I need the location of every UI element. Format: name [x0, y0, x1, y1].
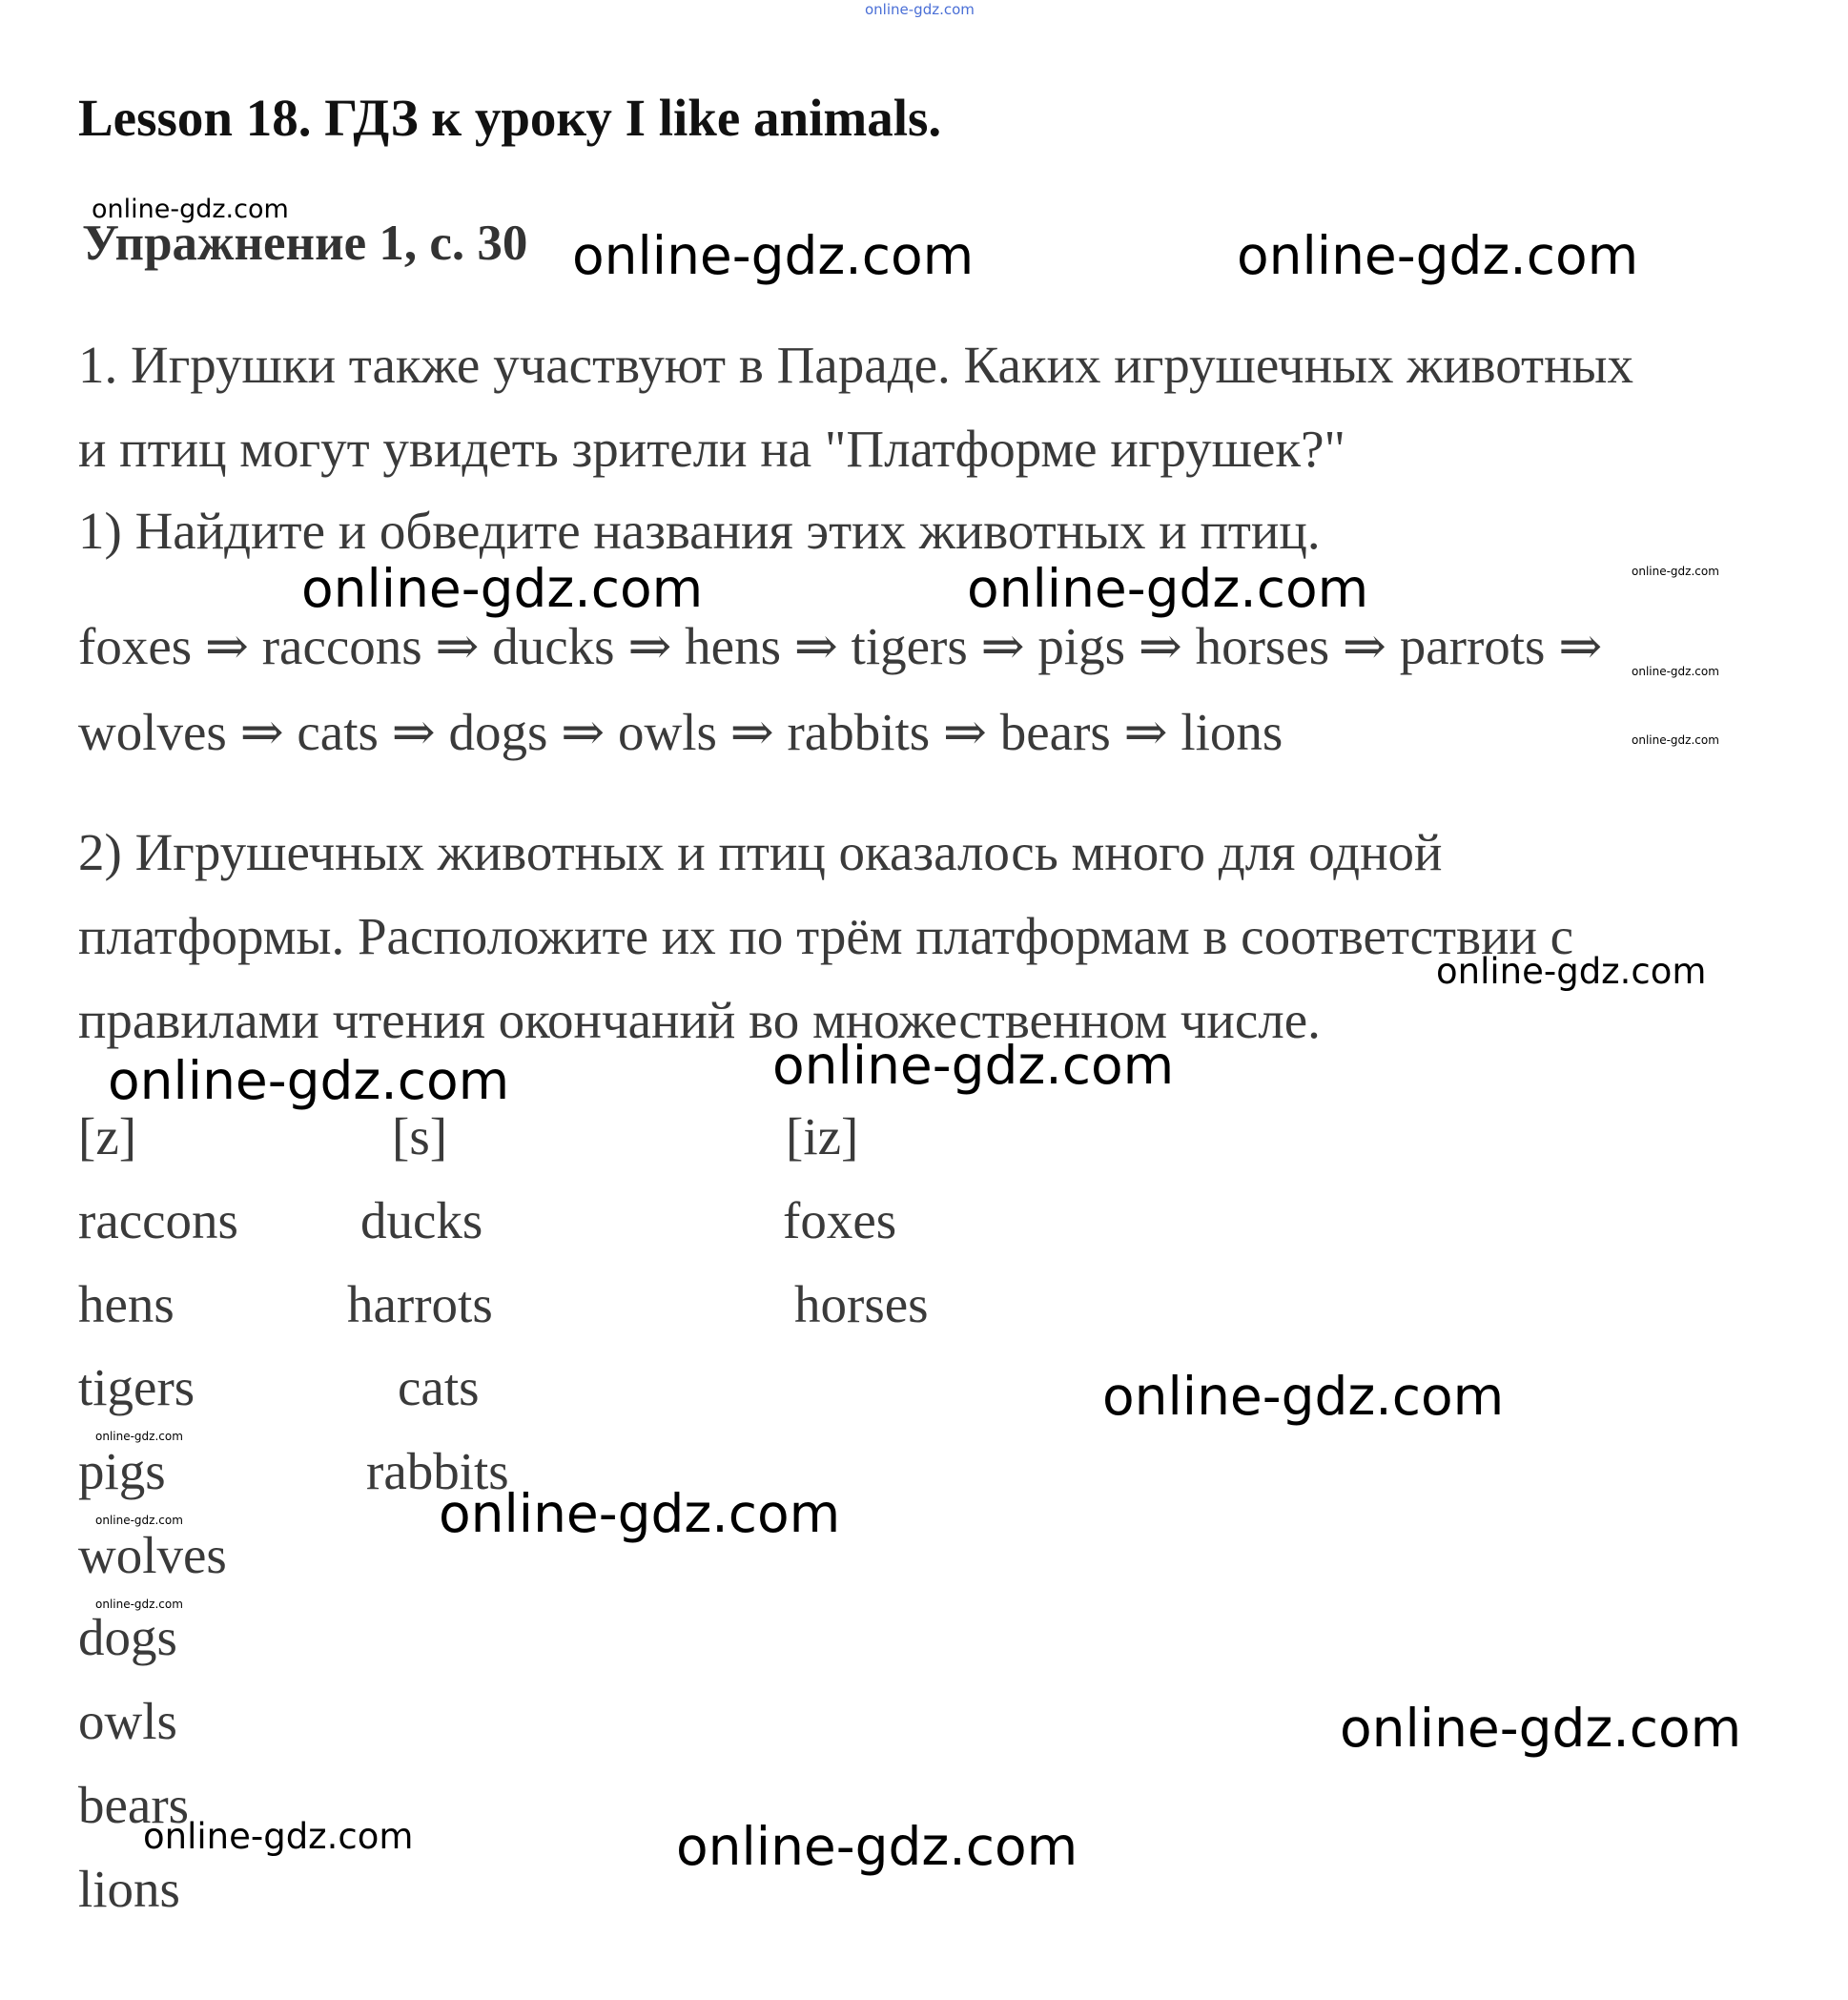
watermark: online-gdz.com — [1632, 665, 1719, 678]
watermark: online-gdz.com — [92, 195, 289, 224]
list-item-z: raccons — [78, 1191, 238, 1249]
watermark: online-gdz.com — [108, 1050, 510, 1111]
watermark: online-gdz.com — [1237, 225, 1639, 286]
step-2-line-2: платформы. Расположите их по трём платформам в соответствии с — [78, 907, 1574, 965]
watermark: online-gdz.com — [1632, 733, 1719, 747]
list-item-z: bears — [78, 1776, 190, 1834]
watermark: online-gdz.com — [95, 1430, 183, 1443]
watermark: online-gdz.com — [301, 558, 704, 619]
exercise-heading: Упражнение 1, с. 30 — [82, 216, 528, 271]
step-2-line-1: 2) Игрушечных животных и птиц оказалось много для одной — [78, 823, 1443, 881]
task-line-1: 1. Игрушки также участвуют в Параде. Каких игрушечных животных — [78, 336, 1633, 394]
task-line-2: и птиц могут увидеть зрители на "Платформе игрушек?" — [78, 420, 1345, 478]
watermark: online-gdz.com — [676, 1816, 1078, 1877]
list-item-s: harrots — [347, 1275, 493, 1333]
watermark: online-gdz.com — [95, 1598, 183, 1611]
watermark: online-gdz.com — [439, 1483, 841, 1544]
column-header-s: [s] — [392, 1107, 448, 1165]
list-item-z: dogs — [78, 1608, 177, 1666]
list-item-iz: horses — [794, 1275, 929, 1333]
list-item-z: pigs — [78, 1442, 166, 1500]
list-item-z: owls — [78, 1692, 177, 1750]
list-item-s: ducks — [360, 1191, 483, 1249]
list-item-iz: foxes — [783, 1191, 897, 1249]
page-title: Lesson 18. ГДЗ к уроку I like animals. — [78, 89, 942, 147]
animal-sequence-line-1: foxes ⇒ raccons ⇒ ducks ⇒ hens ⇒ tigers ⇒ pigs ⇒ horses ⇒ parrots ⇒ — [78, 617, 1603, 675]
watermark: online-gdz.com — [1340, 1698, 1742, 1759]
list-item-z: hens — [78, 1275, 175, 1333]
watermark-top: online-gdz.com — [865, 1, 975, 18]
watermark: online-gdz.com — [1102, 1366, 1505, 1427]
list-item-s: cats — [398, 1358, 480, 1416]
list-item-s: rabbits — [366, 1442, 509, 1500]
list-item-z: tigers — [78, 1358, 195, 1416]
list-item-z: lions — [78, 1860, 180, 1918]
watermark: online-gdz.com — [967, 558, 1369, 619]
watermark: online-gdz.com — [572, 225, 975, 286]
step-2-line-3: правилами чтения окончаний во множественном числе. — [78, 991, 1321, 1049]
step-1: 1) Найдите и обведите названия этих животных и птиц. — [78, 502, 1321, 560]
column-header-z: [z] — [78, 1107, 137, 1165]
watermark: online-gdz.com — [143, 1816, 414, 1857]
watermark: online-gdz.com — [1436, 951, 1707, 992]
column-header-iz: [iz] — [786, 1107, 859, 1165]
watermark: online-gdz.com — [772, 1035, 1175, 1096]
list-item-z: wolves — [78, 1526, 227, 1584]
animal-sequence-line-2: wolves ⇒ cats ⇒ dogs ⇒ owls ⇒ rabbits ⇒ bears ⇒ lions — [78, 703, 1283, 761]
watermark: online-gdz.com — [1632, 565, 1719, 578]
watermark: online-gdz.com — [95, 1514, 183, 1527]
